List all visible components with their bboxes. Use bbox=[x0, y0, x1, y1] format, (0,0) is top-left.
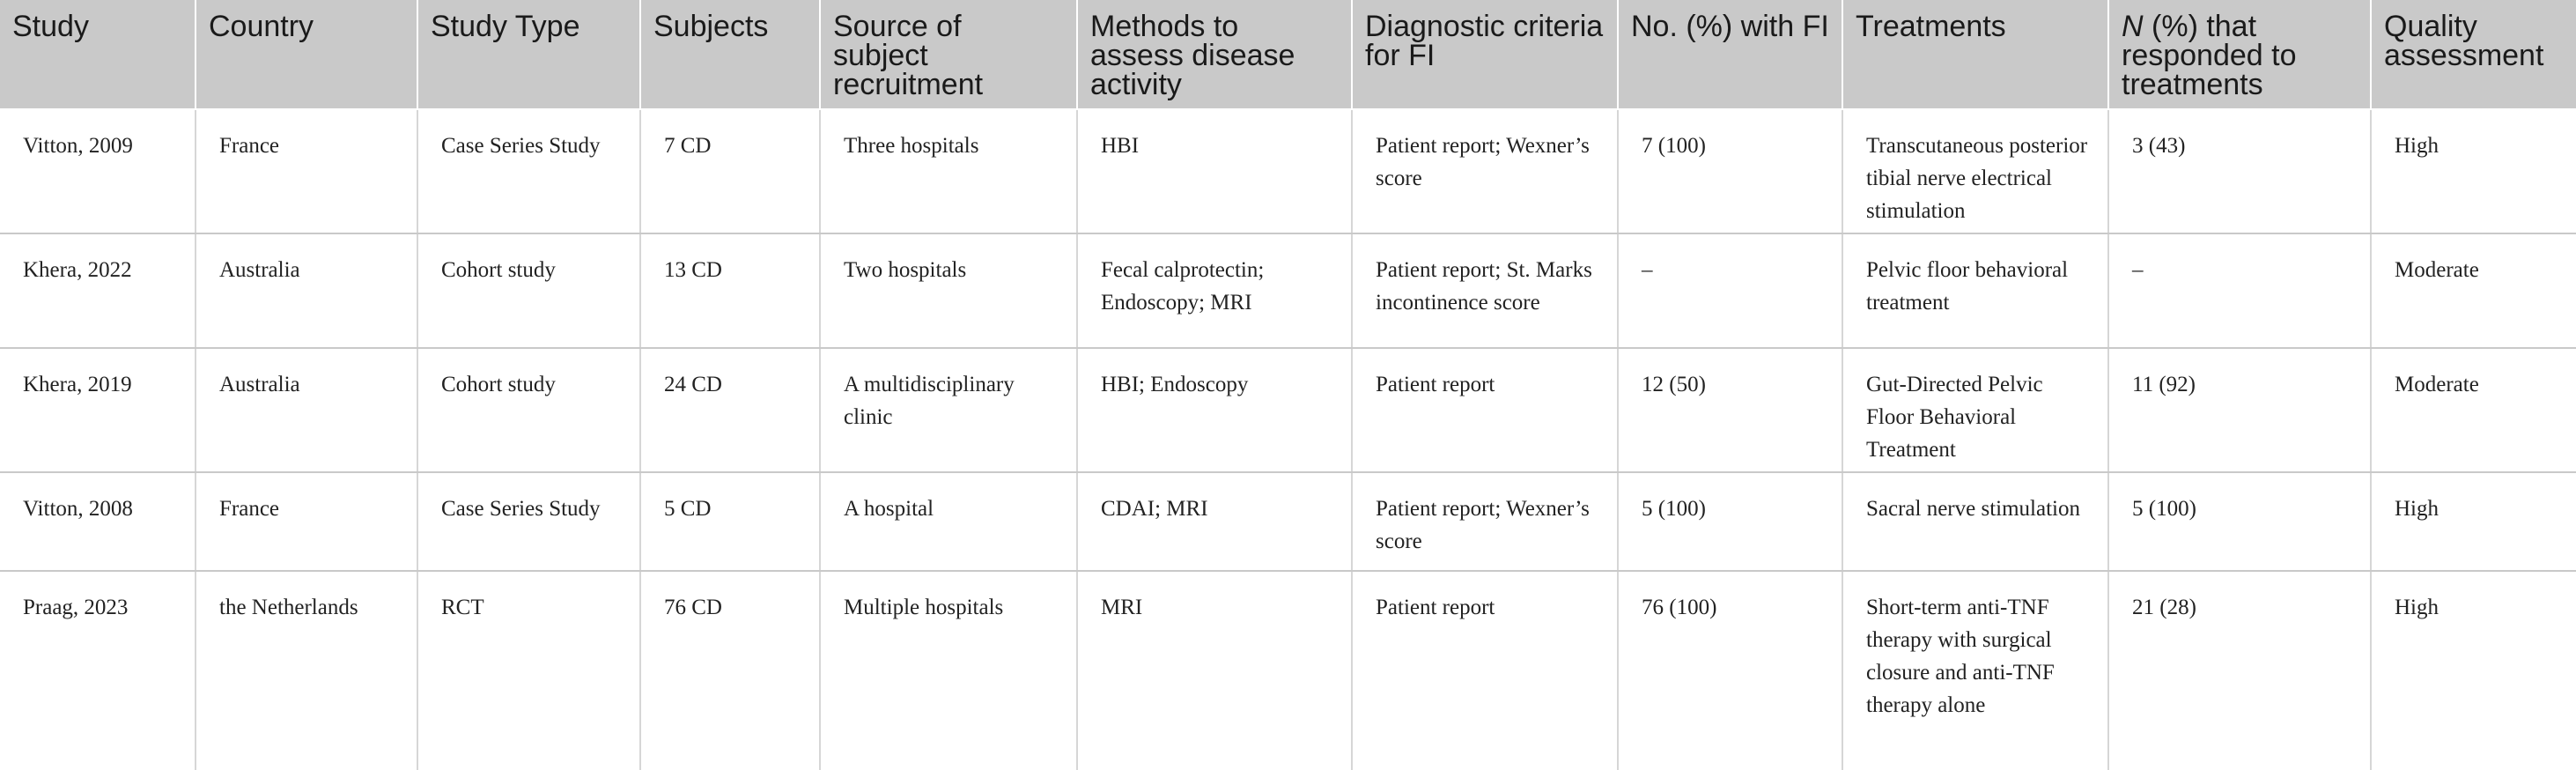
cell-treatments: Pelvic floor behavioral treatment bbox=[1842, 233, 2108, 348]
header-study: Study bbox=[0, 0, 196, 109]
cell-source: Multiple hospitals bbox=[820, 571, 1077, 770]
cell-study-type: Cohort study bbox=[417, 348, 640, 472]
cell-no-with-fi: 76 (100) bbox=[1618, 571, 1842, 770]
cell-no-with-fi: 5 (100) bbox=[1618, 472, 1842, 571]
cell-quality: High bbox=[2395, 596, 2439, 619]
cell-quality: Moderate bbox=[2371, 348, 2576, 472]
cell-country: France bbox=[196, 109, 417, 233]
header-responded-n: N bbox=[2122, 10, 2144, 43]
cell-study-type: Cohort study bbox=[417, 233, 640, 348]
header-responded-text: (%) that responded to treatments bbox=[2122, 10, 2297, 101]
cell-source: Two hospitals bbox=[820, 233, 1077, 348]
cell-treatments: Short-term anti-TNF therapy with surgical closure and anti-TNF therapy alone bbox=[1842, 571, 2108, 770]
header-country: Country bbox=[196, 0, 417, 109]
cell-responded: 3 (43) bbox=[2108, 109, 2371, 233]
cell-quality: High bbox=[2371, 109, 2576, 233]
cell-subjects: 76 CD bbox=[640, 571, 820, 770]
table-row bbox=[0, 472, 2576, 571]
table-row bbox=[0, 233, 2576, 348]
header-no-with-fi: No. (%) with FI bbox=[1618, 0, 1842, 109]
header-source: Source of subject recruitment bbox=[820, 0, 1077, 109]
cell-methods: Fecal calprotectin; Endoscopy; MRI bbox=[1077, 233, 1352, 348]
cell-responded: 11 (92) bbox=[2108, 348, 2371, 472]
table-header bbox=[0, 0, 2576, 109]
cell-study: Khera, 2019 bbox=[0, 348, 196, 472]
cell-quality: Moderate bbox=[2371, 233, 2576, 348]
cell-country: the Netherlands bbox=[196, 571, 417, 770]
header-quality: Quality assessment bbox=[2371, 0, 2576, 109]
cell-responded: 21 (28) bbox=[2108, 571, 2371, 770]
cell-subjects: 5 CD bbox=[640, 472, 820, 571]
cell-treatments: Gut-Directed Pelvic Floor Behavioral Treatment bbox=[1842, 348, 2108, 472]
cell-diagnostic: Patient report; Wexner’s score bbox=[1352, 109, 1618, 233]
cell-methods: HBI; Endoscopy bbox=[1077, 348, 1352, 472]
cell-no-with-fi: 12 (50) bbox=[1618, 348, 1842, 472]
cell-source: A hospital bbox=[820, 472, 1077, 571]
header-treatments: Treatments bbox=[1842, 0, 2108, 109]
cell-diagnostic: Patient report bbox=[1352, 571, 1618, 770]
cell-responded: 5 (100) bbox=[2108, 472, 2371, 571]
cell-country: France bbox=[196, 472, 417, 571]
cell-diagnostic: Patient report; St. Marks incontinence score bbox=[1352, 233, 1618, 348]
cell-study: Vitton, 2009 bbox=[0, 109, 196, 233]
cell-treatments: Transcutaneous posterior tibial nerve electrical stimulation bbox=[1842, 109, 2108, 233]
table-row bbox=[0, 109, 2576, 233]
cell-subjects: 24 CD bbox=[640, 348, 820, 472]
cell-methods: CDAI; MRI bbox=[1077, 472, 1352, 571]
cell-study-type: RCT bbox=[417, 571, 640, 770]
cell-study-type: Case Series Study bbox=[417, 472, 640, 571]
header-responded bbox=[2108, 0, 2371, 109]
cell-subjects: 7 CD bbox=[640, 109, 820, 233]
cell-country: Australia bbox=[196, 233, 417, 348]
cell-methods: HBI bbox=[1077, 109, 1352, 233]
cell-diagnostic: Patient report; Wexner’s score bbox=[1352, 472, 1618, 571]
cell-source: Three hospitals bbox=[820, 109, 1077, 233]
cell-no-with-fi: 7 (100) bbox=[1618, 109, 1842, 233]
cell-no-with-fi: – bbox=[1618, 233, 1842, 348]
cell-diagnostic: Patient report bbox=[1352, 348, 1618, 472]
cell-source: A multidisciplinary clinic bbox=[820, 348, 1077, 472]
cell-study: Vitton, 2008 bbox=[0, 472, 196, 571]
header-study-type: Study Type bbox=[417, 0, 640, 109]
cell-country: Australia bbox=[196, 348, 417, 472]
cell-study-type: Case Series Study bbox=[417, 109, 640, 233]
cell-study: Khera, 2022 bbox=[0, 233, 196, 348]
table-body bbox=[0, 109, 2576, 770]
header-subjects: Subjects bbox=[640, 0, 820, 109]
cell-responded: – bbox=[2108, 233, 2371, 348]
header-methods: Methods to assess disease activity bbox=[1077, 0, 1352, 109]
cell-subjects: 13 CD bbox=[640, 233, 820, 348]
cell-quality: High bbox=[2371, 472, 2576, 571]
header-diagnostic: Diagnostic criteria for FI bbox=[1352, 0, 1618, 109]
cell-treatments: Sacral nerve stimulation bbox=[1842, 472, 2108, 571]
table-row bbox=[0, 348, 2576, 472]
cell-methods: MRI bbox=[1077, 571, 1352, 770]
table-row bbox=[0, 571, 2576, 770]
header-row bbox=[0, 0, 2576, 109]
cell-study: Praag, 2023 bbox=[0, 571, 196, 770]
